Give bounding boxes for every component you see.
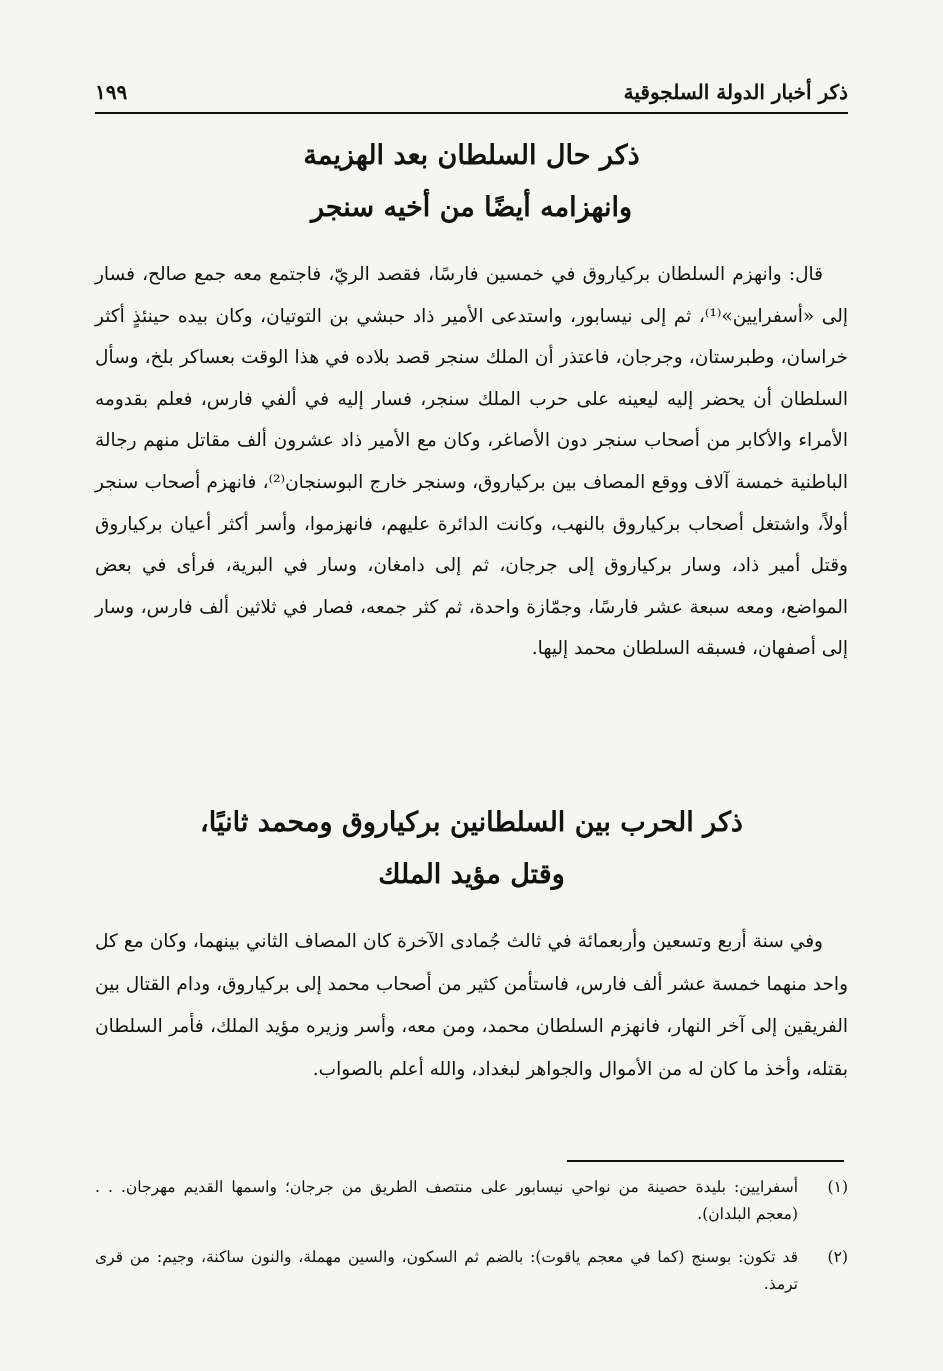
section1-heading-line2: وانهزامه أيضًا من أخيه سنجر (310, 192, 633, 223)
footnote-2-text: قد تكون: بوسنج (كما في معجم ياقوت): بالضم ثم السكون، والسين مهملة، والنون ساكنة، وجيم: من قرى ترمذ. (95, 1248, 798, 1293)
footnote-rule (567, 1160, 844, 1162)
footnote-2 (95, 1244, 848, 1298)
footnote-1 (95, 1174, 848, 1228)
section1-paragraph: قال: وانهزم السلطان بركياروق في خمسين فارسًا، فقصد الريّ، فاجتمع معه جمع صالح، فسار إلى «أسفرايين»⁽¹⁾، ثم إلى نيسابور، واستدعى الأمير ذاد حبشي بن التوتيان، وكان بيده حينئذٍ أكثر خراسان، وطبرستان، وجرجان، فاعتذر أن الملك سنجر قصد بلاده في هذا الوقت بعساكر بلخ، وسأل السلطان أن يحضر إليه ليعينه على حرب الملك سنجر، فسار إليه في ألفي فارس، فعلم بقدومه الأمراء والأكابر من أصحاب سنجر دون الأصاغر، وكان مع الأمير ذاد عشرون ألف مقاتل منهم رجالة الباطنية خمسة آلاف ووقع المصاف بين بركياروق، وسنجر خارج البوسنجان⁽²⁾، فانهزم أصحاب سنجر أولاً، واشتغل أصحاب بركياروق بالنهب، وكانت الدائرة عليهم، فانهزموا، وأسر أكثر أعيان بركياروق وقتل أمير ذاد، وسار بركياروق إلى جرجان، ثم إلى دامغان، وسار في البرية، فرأى في بعض المواضع، ومعه سبعة عشر فارسًا، وجمّازة واحدة، ثم كثر جمعه، فصار في ثلاثين ألف فارس، وسار إلى أصفهان، فسبقه السلطان محمد إليها. (95, 264, 848, 660)
running-header (95, 72, 848, 112)
page-number: ١٩٩ (95, 80, 128, 104)
section2-paragraph: وفي سنة أربع وتسعين وأربعمائة في ثالث جُمادى الآخرة كان المصاف الثاني بينهما، وكان مع كل واحد منهما خمسة عشر ألف فارس، فاستأمن كثير من أصحاب محمد إلى بركياروق، ودام القتال بين الفريقين إلى آخر النهار، فانهزم السلطان محمد، ومن معه، وأسر وزيره مؤيد الملك، فأمر السلطان بقتله، وأخذ ما كان له من الأموال والجواهر لبغداد، والله أعلم بالصواب. (95, 931, 848, 1080)
footnote-1-number: (١) (827, 1178, 848, 1196)
section2-heading-line1: ذكر الحرب بين السلطانين بركياروق ومحمد ثانيًا، (200, 807, 743, 838)
section1-heading-line1: ذكر حال السلطان بعد الهزيمة (303, 140, 640, 171)
section2-heading (95, 797, 848, 901)
header-rule (95, 112, 848, 114)
footnote-1-text: أسفرايين: بليدة حصينة من نواحي نيسابور على منتصف الطريق من جرجان؛ واسمها القديم مهرجان. . . (معجم البلدان). (95, 1178, 798, 1223)
running-title: ذكر أخبار الدولة السلجوقية (623, 80, 848, 104)
section2-heading-line2: وقتل مؤيد الملك (378, 859, 565, 890)
footnote-2-number: (٢) (827, 1248, 848, 1266)
section1-heading (95, 130, 848, 234)
